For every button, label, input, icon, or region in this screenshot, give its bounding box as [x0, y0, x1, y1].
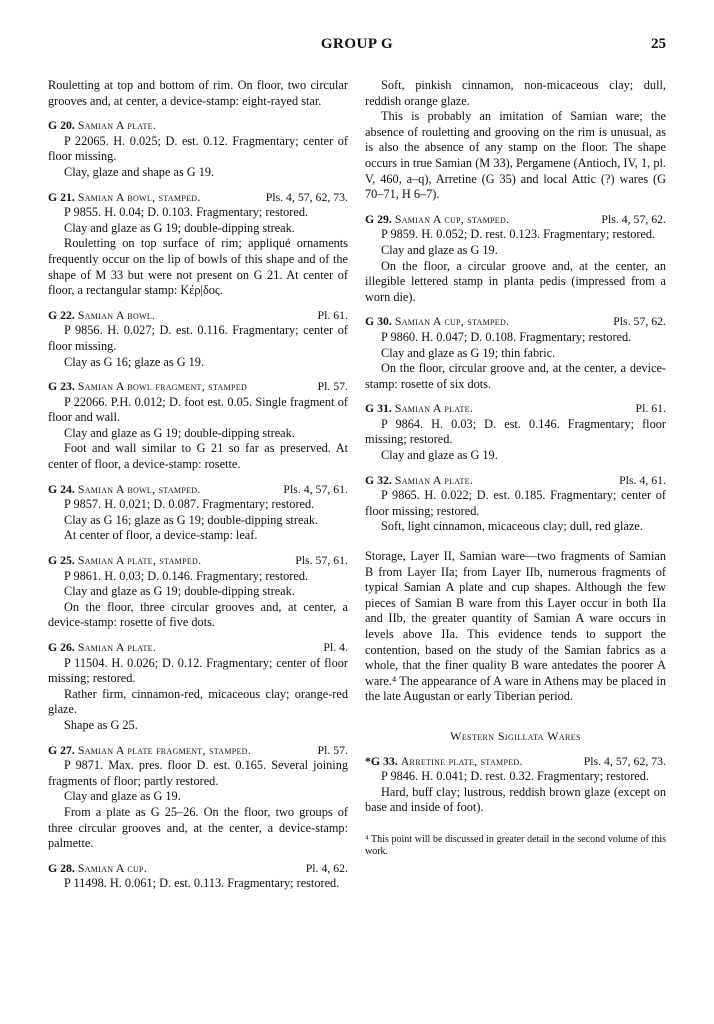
- plate-refs: Pl. 57.: [317, 742, 348, 757]
- entry-title: Samian A plate, stamped.: [77, 553, 202, 568]
- entry-line: P 11504. H. 0.026; D. 0.12. Fragmentary; center of floor missing; restored.: [48, 655, 348, 686]
- entry-line: At center of floor, a device-stamp: leaf.: [64, 528, 258, 543]
- entry-heading: [365, 401, 666, 417]
- continued-paragraph: This is probably an imitation of Samian ware; the absence of rouletting and grooving on the rim is unusual, as is also the absence of any stamp on the floor. The shape occurs in true Samian (M 33), Pergamene (Antioch, IV, 1, pl. V, 460, a–q), Arretine (G 35) and local Attic (?) wares (G 70–71, H 6–7).: [365, 109, 666, 202]
- entry-title: Samian A cup.: [77, 860, 148, 875]
- entry-line: Rather firm, cinnamon-red, micaceous clay; orange-red glaze.: [48, 686, 348, 717]
- catalog-entry-g26: [48, 640, 348, 734]
- entry-number: G 28.: [48, 860, 75, 875]
- entry-line: P 22066. P.H. 0.012; D. foot est. 0.05. Single fragment of floor and wall.: [48, 394, 348, 425]
- entry-line: Rouletting on top surface of rim; appliqué ornaments frequently occur on the lip of bowls of this shape and of the shape of M 33 but were not present on G 21. At center of floor, a rectangular stamp: Κέρ|δος.: [48, 236, 348, 298]
- entry-line: P 9865. H. 0.022; D. est. 0.185. Fragmentary; center of floor missing; restored.: [365, 488, 666, 518]
- page-number: 25: [651, 36, 666, 52]
- entry-title: Samian A bowl, stamped.: [77, 189, 201, 204]
- entry-heading: [48, 861, 348, 877]
- entry-number: G 27.: [48, 742, 75, 757]
- catalog-entry-g21: [48, 190, 348, 299]
- plate-refs: Pls. 4, 57, 62, 73.: [583, 753, 666, 768]
- entry-line: On the floor, three circular grooves and, at center, a device-stamp: rosette of five dots.: [48, 599, 348, 630]
- entry-heading: [48, 190, 348, 206]
- entry-line: P 9864. H. 0.03; D. est. 0.146. Fragmentary; floor missing; restored.: [365, 416, 666, 447]
- entry-title: Samian A plate.: [77, 640, 157, 654]
- plate-refs: Pls. 57, 62.: [613, 314, 666, 329]
- catalog-entry-g28: [48, 861, 348, 892]
- catalog-entry-g31: [365, 401, 666, 463]
- plate-refs: Pls. 57, 61.: [295, 553, 348, 568]
- entry-line: P 9861. H. 0.03; D. 0.146. Fragmentary; restored.: [64, 568, 309, 583]
- entry-line: Foot and wall similar to G 21 so far as preserved. At center of floor, a device-stamp: rosette.: [48, 441, 348, 472]
- page-header: [0, 36, 714, 58]
- catalog-entry-g33: [365, 754, 666, 816]
- entry-line: Clay and glaze as G 19.: [381, 448, 498, 463]
- entry-line: Clay as G 16; glaze as G 19.: [64, 354, 205, 369]
- entry-title: Samian A cup, stamped.: [394, 314, 510, 329]
- catalog-entry-g23: [48, 379, 348, 473]
- entry-line: Hard, buff clay; lustrous, reddish brown glaze (except on base and inside of foot).: [365, 784, 666, 815]
- entry-heading: [48, 308, 348, 324]
- entry-line: Clay and glaze as G 19; double-dipping streak.: [64, 220, 295, 235]
- entry-line: On the floor, circular groove and, at the center, a device-stamp: rosette of six dots.: [365, 361, 666, 391]
- running-title: GROUP G: [320, 36, 394, 52]
- entry-title: Samian A plate.: [394, 472, 474, 487]
- entry-line: Clay and glaze as G 19; thin fabric.: [381, 345, 556, 360]
- entry-line: P 9846. H. 0.041; D. rest. 0.32. Fragmentary; restored.: [381, 769, 649, 784]
- entry-title: Samian A bowl, stamped.: [77, 481, 201, 496]
- plate-refs: Pl. 61.: [635, 401, 666, 416]
- entry-number: G 26.: [48, 640, 75, 654]
- storage-paragraph: Storage, Layer II, Samian ware—two fragments of Samian B from Layer IIa; from Layer IIb, numerous fragments of typical Samian A plate and cup shapes. Although the few pieces of Samian B ware from this Layer occur in both IIa and IIb, the greater quantity of Samian A ware occurs in levels above IIa. This evidence tends to support the contention, based on the study of the Samian fabrics as a whole, that the finer quality B ware antedates the poorer A ware.⁴ The appearance of A ware in Athens may be placed in the late Augustan or early Tiberian period.: [365, 549, 666, 704]
- entry-number: G 22.: [48, 307, 75, 322]
- entry-line: Clay and glaze as G 19.: [64, 789, 181, 804]
- entry-line: Clay and glaze as G 19; double-dipping streak.: [64, 584, 295, 599]
- entry-title: Samian A bowl fragment, stamped: [77, 379, 248, 394]
- entry-heading: [48, 640, 348, 656]
- entry-line: Clay as G 16; glaze as G 19; double-dipping streak.: [64, 512, 319, 527]
- catalog-entry-g30: [365, 314, 666, 392]
- plate-refs: Pls. 4, 57, 62, 73.: [265, 189, 348, 204]
- entry-number: G 29.: [365, 211, 392, 226]
- entry-number: G 31.: [365, 401, 392, 416]
- entry-heading: [365, 754, 666, 770]
- entry-heading: [365, 212, 666, 228]
- entry-heading: [48, 553, 348, 569]
- catalog-entry-g24: [48, 482, 348, 544]
- entry-heading: [48, 379, 348, 395]
- entry-line: Clay and glaze as G 19.: [381, 242, 498, 257]
- entry-line: P 11498. H. 0.061; D. est. 0.113. Fragmentary; restored.: [64, 876, 340, 891]
- entry-line: P 9859. H. 0.052; D. rest. 0.123. Fragmentary; restored.: [381, 227, 656, 242]
- left-column: [48, 78, 348, 892]
- entry-number: G 21.: [48, 189, 75, 204]
- entry-number: G 32.: [365, 472, 392, 487]
- entry-title: Samian A bowl.: [77, 307, 156, 322]
- catalog-entry-g32: [365, 473, 666, 535]
- entry-number: *G 33.: [365, 753, 398, 768]
- catalog-entry-g20: [48, 118, 348, 180]
- entry-line: P 9860. H. 0.047; D. 0.108. Fragmentary; restored.: [381, 329, 632, 344]
- plate-refs: Pls. 4, 57, 61.: [283, 481, 348, 496]
- entry-line: From a plate as G 25–26. On the floor, two groups of three circular grooves and, at the center, a device-stamp: palmette.: [48, 804, 348, 851]
- entry-line: P 9855. H. 0.04; D. 0.103. Fragmentary; restored.: [64, 205, 309, 220]
- entry-heading: [365, 314, 666, 330]
- entry-heading: [48, 482, 348, 498]
- plate-refs: Pls. 4, 61.: [619, 472, 666, 487]
- catalog-entry-g27: [48, 743, 348, 852]
- entry-line: Shape as G 25.: [64, 717, 138, 732]
- intro-paragraph: Rouletting at top and bottom of rim. On floor, two circular grooves and, at center, a device-stamp: eight-rayed star.: [48, 78, 348, 108]
- entry-title: Arretine plate, stamped.: [400, 753, 523, 768]
- entry-line: Clay and glaze as G 19; double-dipping streak.: [64, 425, 295, 440]
- entry-title: Samian A plate.: [77, 118, 157, 133]
- plate-refs: Pl. 4, 62.: [305, 860, 348, 875]
- entry-line: On the floor, a circular groove and, at the center, an illegible lettered stamp in planta pedis (impressed from a worn die).: [365, 258, 666, 304]
- continued-line: Soft, pinkish cinnamon, non-micaceous clay; dull, reddish orange glaze.: [365, 78, 666, 108]
- entry-heading: [365, 473, 666, 489]
- entry-number: G 23.: [48, 379, 75, 394]
- entry-number: G 20.: [48, 118, 75, 133]
- entry-number: G 24.: [48, 481, 75, 496]
- entry-number: G 25.: [48, 553, 75, 568]
- entry-line: P 9856. H. 0.027; D. est. 0.116. Fragmentary; center of floor missing.: [48, 323, 348, 353]
- entry-title: Samian A cup, stamped.: [394, 211, 510, 226]
- plate-refs: Pls. 4, 57, 62.: [601, 211, 666, 226]
- catalog-entry-g25: [48, 553, 348, 631]
- catalog-entry-g22: [48, 308, 348, 370]
- entry-line: Soft, light cinnamon, micaceous clay; dull, red glaze.: [381, 519, 643, 534]
- entry-heading: [48, 118, 348, 134]
- plate-refs: Pl. 4.: [323, 640, 348, 654]
- right-column: [365, 78, 666, 859]
- section-heading: Western Sigillata Wares: [450, 728, 581, 743]
- entry-line: P 9857. H. 0.021; D. 0.087. Fragmentary; restored.: [64, 497, 315, 512]
- plate-refs: Pl. 61.: [317, 307, 348, 322]
- entry-number: G 30.: [365, 314, 392, 329]
- plate-refs: Pl. 57.: [317, 379, 348, 394]
- entry-line: Clay, glaze and shape as G 19.: [64, 164, 215, 179]
- entry-heading: [48, 743, 348, 759]
- catalog-entry-g29: [365, 212, 666, 306]
- entry-line: P 9871. Max. pres. floor D. est. 0.165. Several joining fragments of floor; partly restored.: [48, 758, 348, 788]
- entry-title: Samian A plate.: [394, 401, 474, 416]
- entry-line: P 22065. H. 0.025; D. est. 0.12. Fragmentary; center of floor missing.: [48, 133, 348, 164]
- footnote: ⁴ This point will be discussed in greater detail in the second volume of this work.: [365, 833, 666, 858]
- entry-title: Samian A plate fragment, stamped.: [77, 742, 252, 757]
